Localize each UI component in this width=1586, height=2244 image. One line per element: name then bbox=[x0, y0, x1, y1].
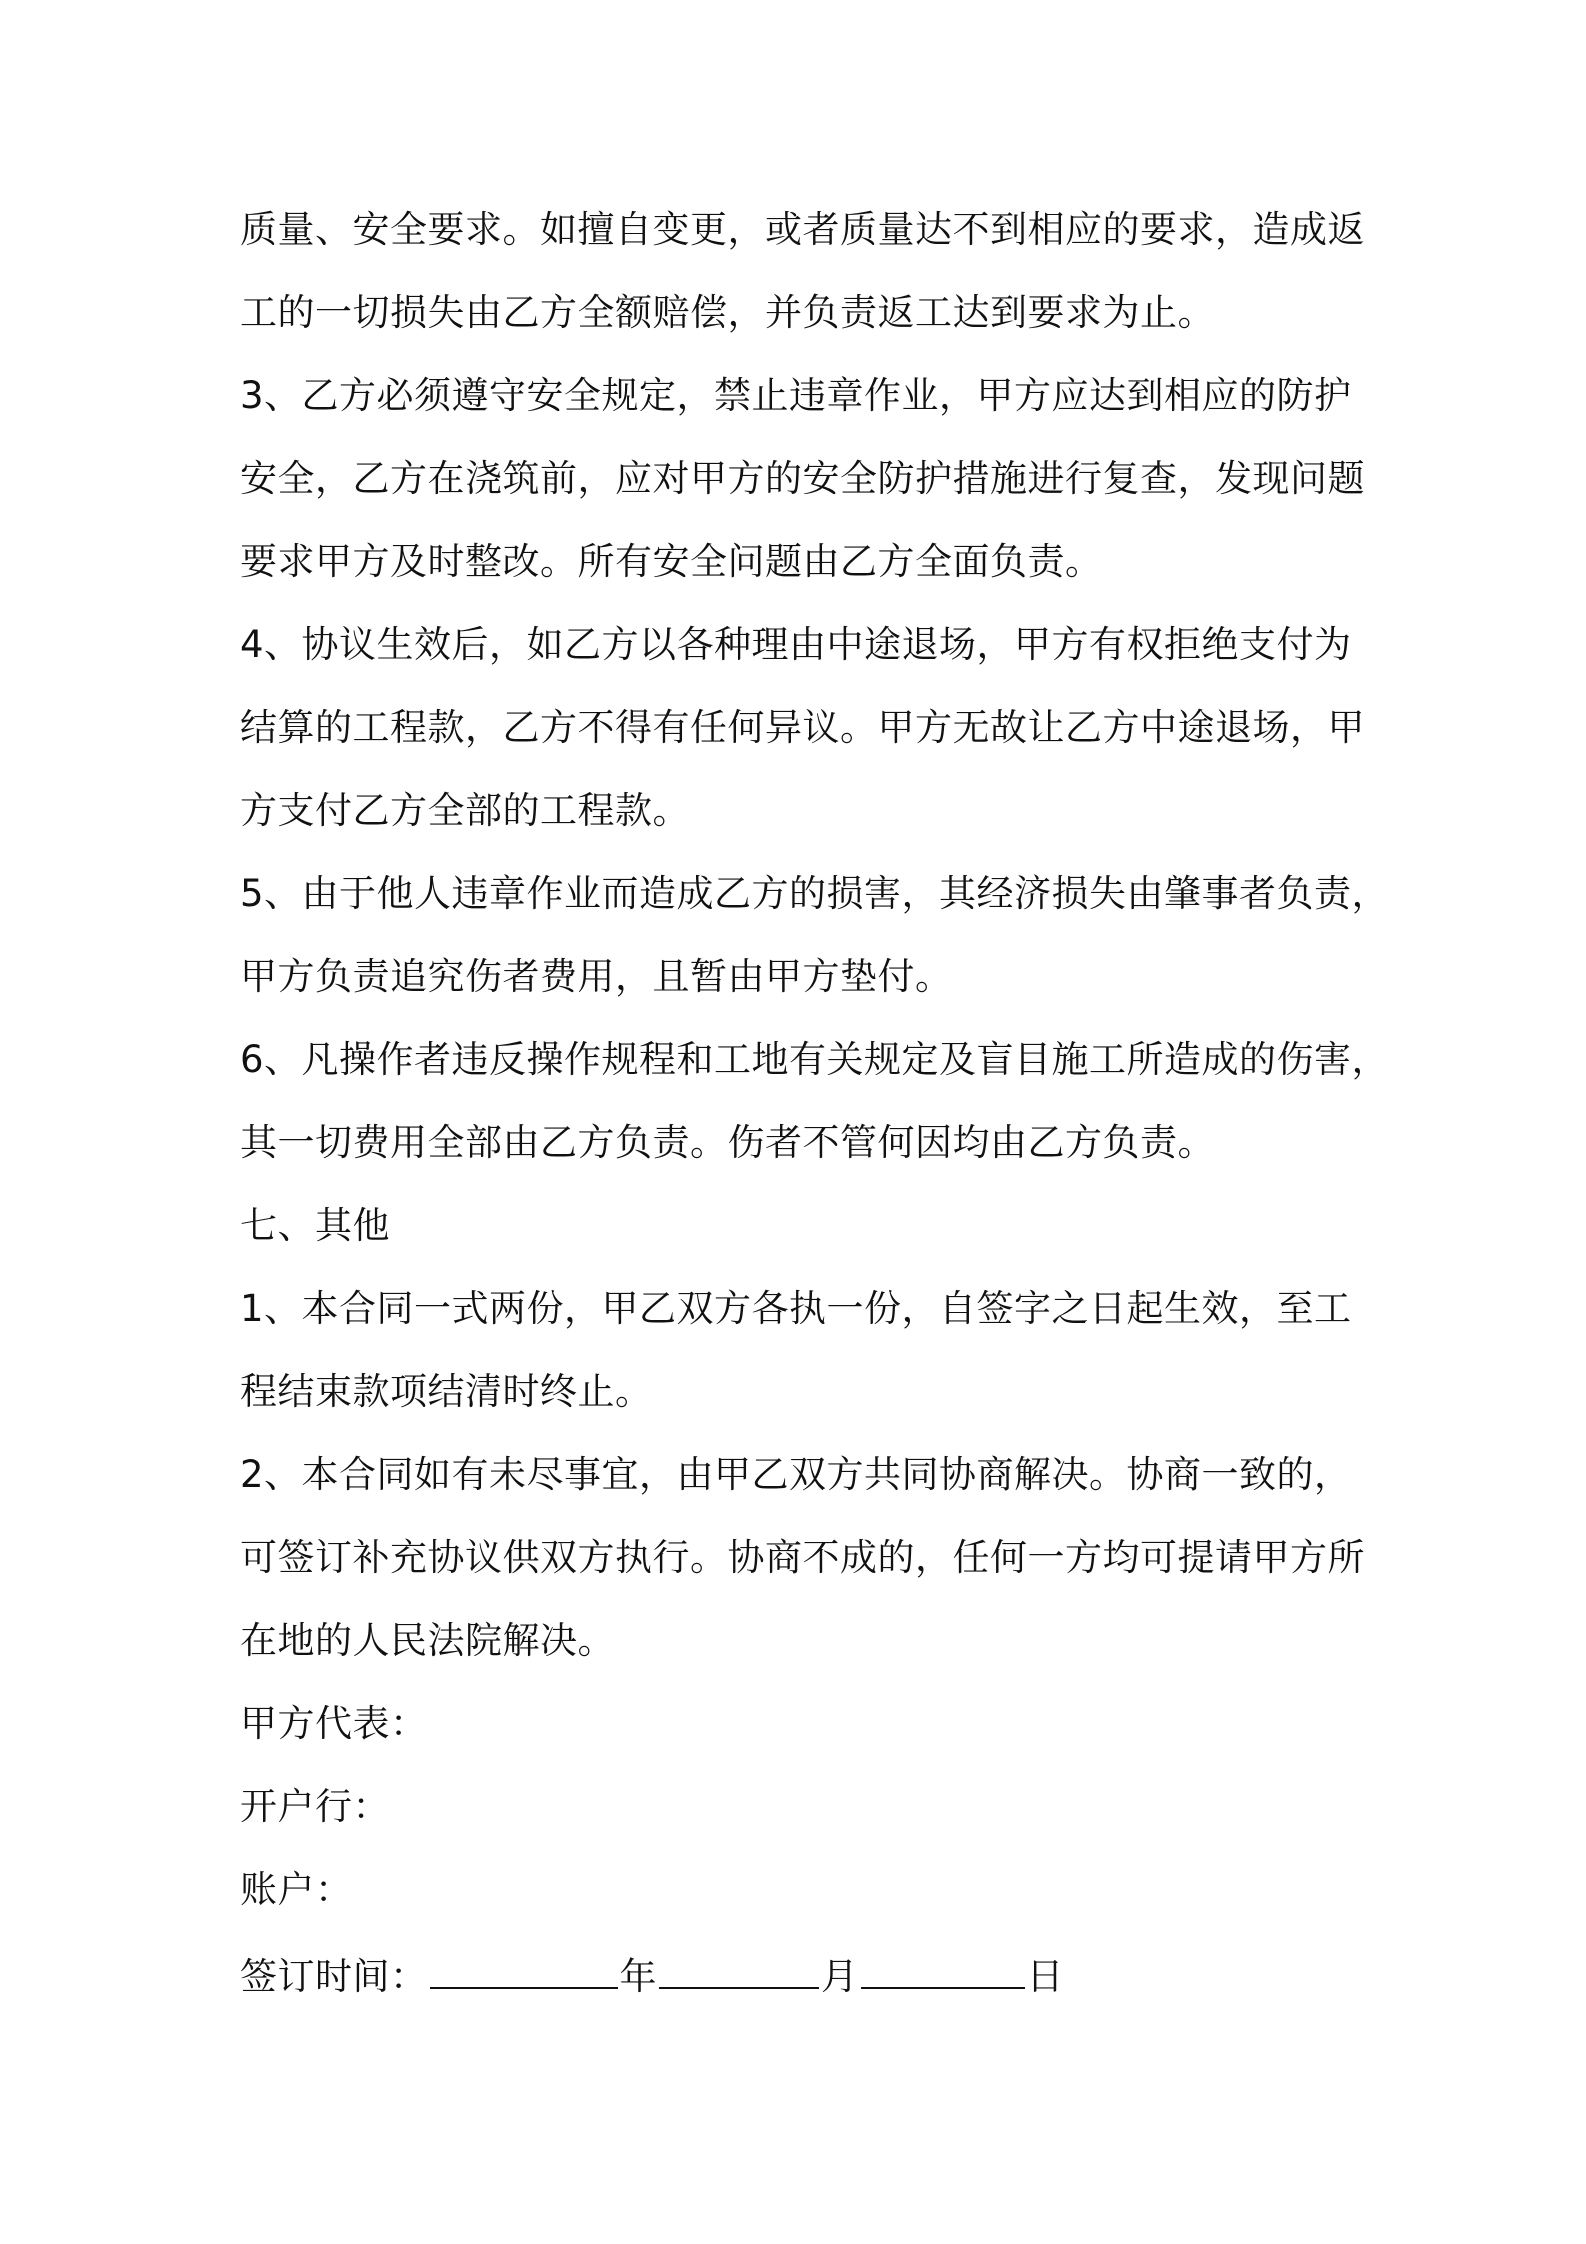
clause-line: 其一切费用全部由乙方负责。伤者不管何因均由乙方负责。 bbox=[240, 1121, 1215, 1164]
clause-line: 在地的人民法院解决。 bbox=[240, 1619, 615, 1662]
clause-line: 5、由于他人违章作业而造成乙方的损害，其经济损失由肇事者负责， bbox=[240, 872, 1390, 915]
clause-line: 4、协议生效后，如乙方以各种理由中途退场，甲方有权拒绝支付为 bbox=[240, 623, 1352, 666]
bank-label: 开户行： bbox=[240, 1785, 390, 1828]
clause-line: 3、乙方必须遵守安全规定，禁止违章作业，甲方应达到相应的防护 bbox=[240, 374, 1352, 417]
clause-line: 6、凡操作者违反操作规程和工地有关规定及盲目施工所造成的伤害， bbox=[240, 1038, 1390, 1081]
signing-date-line bbox=[240, 1943, 1380, 2026]
clause-line: 程结束款项结清时终止。 bbox=[240, 1370, 653, 1413]
month-blank bbox=[659, 1943, 819, 1989]
party-a-representative-label: 甲方代表： bbox=[240, 1702, 428, 1745]
clause-line: 可签订补充协议供双方执行。协商不成的，任何一方均可提请甲方所 bbox=[240, 1536, 1365, 1579]
clause-line: 甲方负责追究伤者费用，且暂由甲方垫付。 bbox=[240, 955, 953, 998]
clause-line: 工的一切损失由乙方全额赔偿，并负责返工达到要求为止。 bbox=[240, 291, 1215, 334]
day-blank bbox=[861, 1943, 1025, 1989]
contract-body bbox=[240, 200, 1390, 2026]
clause-line: 2、本合同如有未尽事宜，由甲乙双方共同协商解决。协商一致的， bbox=[240, 1453, 1352, 1496]
year-blank bbox=[430, 1943, 618, 1989]
year-label: 年 bbox=[619, 1955, 657, 1998]
clause-line: 要求甲方及时整改。所有安全问题由乙方全面负责。 bbox=[240, 540, 1103, 583]
section-heading: 七、其他 bbox=[240, 1204, 390, 1247]
clause-line: 1、本合同一式两份，甲乙双方各执一份，自签字之日起生效，至工 bbox=[240, 1287, 1352, 1330]
clause-line: 结算的工程款，乙方不得有任何异议。甲方无故让乙方中途退场，甲 bbox=[240, 706, 1365, 749]
day-label: 日 bbox=[1026, 1955, 1064, 1998]
month-label: 月 bbox=[821, 1955, 859, 1998]
clause-line: 质量、安全要求。如擅自变更，或者质量达不到相应的要求，造成返 bbox=[240, 208, 1365, 251]
signing-date-label: 签订时间： bbox=[240, 1955, 428, 1998]
clause-line: 安全，乙方在浇筑前，应对甲方的安全防护措施进行复查，发现问题 bbox=[240, 457, 1365, 500]
clause-line: 方支付乙方全部的工程款。 bbox=[240, 789, 690, 832]
account-label: 账户： bbox=[240, 1868, 353, 1911]
